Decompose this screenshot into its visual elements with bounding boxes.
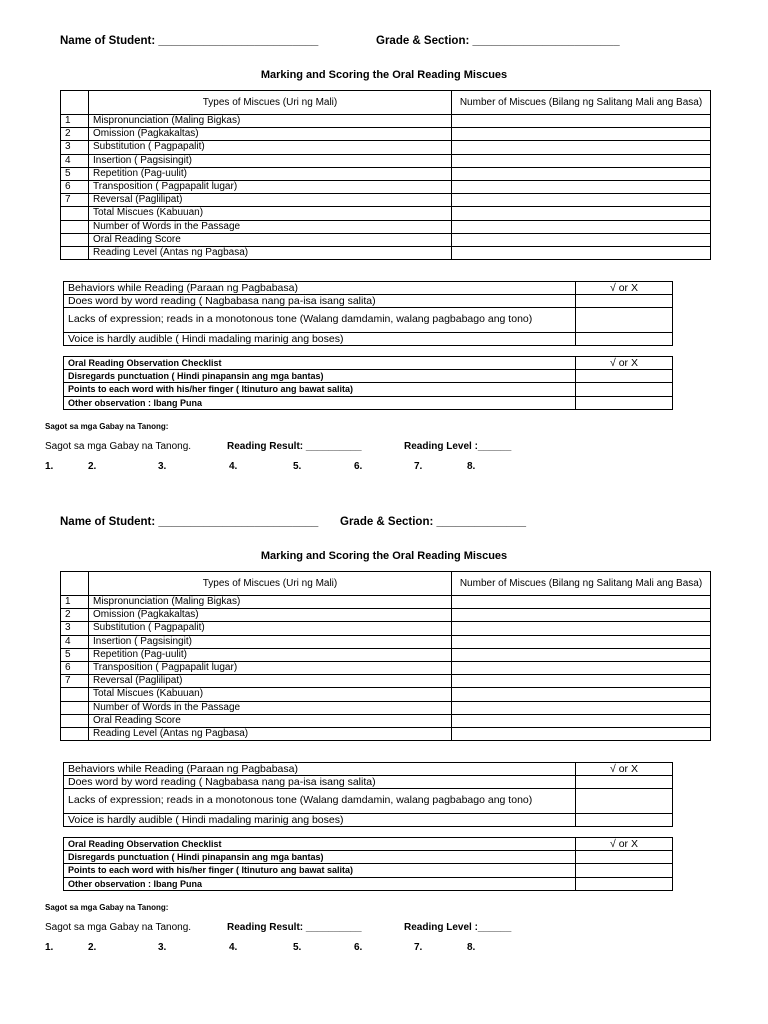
reading-result: Reading Result: __________ bbox=[227, 922, 362, 933]
mark-cell[interactable] bbox=[576, 370, 673, 383]
form-title: Marking and Scoring the Oral Reading Miscues bbox=[260, 550, 508, 562]
count-cell[interactable] bbox=[452, 233, 711, 246]
table-row: Reading Level (Antas ng Pagbasa) bbox=[61, 727, 711, 740]
table-row: Does word by word reading ( Nagbabasa nang pa-isa isang salita) bbox=[64, 776, 673, 789]
count-cell[interactable] bbox=[452, 622, 711, 635]
miscue-table bbox=[60, 571, 711, 741]
count-cell[interactable] bbox=[452, 154, 711, 167]
mark-header: √ or X bbox=[576, 838, 673, 851]
table-row: Voice is hardly audible ( Hindi madaling marinig ang boses) bbox=[64, 814, 673, 827]
form-title: Marking and Scoring the Oral Reading Miscues bbox=[260, 69, 508, 81]
table-row: Oral Reading Score bbox=[61, 714, 711, 727]
table-row: 3 Substitution ( Pagpapalit) bbox=[61, 141, 711, 154]
table-row: Reading Level (Antas ng Pagbasa) bbox=[61, 246, 711, 259]
guide-small: Sagot sa mga Gabay na Tanong: bbox=[45, 903, 169, 912]
mark-cell[interactable] bbox=[576, 851, 673, 864]
guide-line: Sagot sa mga Gabay na Tanong. bbox=[45, 922, 192, 933]
grade-section-label: Grade & Section: _______________________ bbox=[376, 35, 620, 47]
table-row: Other observation : Ibang Puna bbox=[64, 877, 673, 890]
mark-header: √ or X bbox=[576, 282, 673, 295]
mark-cell[interactable] bbox=[576, 308, 673, 333]
table-row: 2 Omission (Pagkakaltas) bbox=[61, 609, 711, 622]
count-cell[interactable] bbox=[452, 180, 711, 193]
mark-header: √ or X bbox=[576, 357, 673, 370]
count-cell[interactable] bbox=[452, 727, 711, 740]
count-cell[interactable] bbox=[452, 207, 711, 220]
count-cell[interactable] bbox=[452, 596, 711, 609]
count-cell[interactable] bbox=[452, 701, 711, 714]
table-row: Number of Words in the Passage bbox=[61, 701, 711, 714]
mark-header: √ or X bbox=[576, 763, 673, 776]
mark-cell[interactable] bbox=[576, 776, 673, 789]
col-count-header: Number of Miscues (Bilang ng Salitang Mali ang Basa) bbox=[452, 91, 711, 115]
table-row: Total Miscues (Kabuuan) bbox=[61, 207, 711, 220]
table-corner bbox=[61, 91, 89, 115]
table-row: Voice is hardly audible ( Hindi madaling marinig ang boses) bbox=[64, 333, 673, 346]
mark-cell[interactable] bbox=[576, 814, 673, 827]
table-row: 4 Insertion ( Pagsisingit) bbox=[61, 635, 711, 648]
col-type-header: Types of Miscues (Uri ng Mali) bbox=[89, 91, 452, 115]
table-row: 1 Mispronunciation (Maling Bigkas) bbox=[61, 115, 711, 128]
count-cell[interactable] bbox=[452, 194, 711, 207]
table-row: Lacks of expression; reads in a monotonous tone (Walang damdamin, walang pagbabago ang tono) bbox=[64, 789, 673, 814]
reading-result: Reading Result: __________ bbox=[227, 441, 362, 452]
table-row: 1 Mispronunciation (Maling Bigkas) bbox=[61, 596, 711, 609]
count-cell[interactable] bbox=[452, 141, 711, 154]
count-cell[interactable] bbox=[452, 675, 711, 688]
guide-line: Sagot sa mga Gabay na Tanong. bbox=[45, 441, 192, 452]
checklist-table bbox=[63, 837, 673, 891]
behaviors-table bbox=[63, 762, 673, 827]
table-corner bbox=[61, 572, 89, 596]
count-cell[interactable] bbox=[452, 128, 711, 141]
table-row: 5 Repetition (Pag-uulit) bbox=[61, 648, 711, 661]
count-cell[interactable] bbox=[452, 648, 711, 661]
mark-cell[interactable] bbox=[576, 396, 673, 409]
table-row: Points to each word with his/her finger ( Itinuturo ang bawat salita) bbox=[64, 383, 673, 396]
table-row: 2 Omission (Pagkakaltas) bbox=[61, 128, 711, 141]
student-name-label: Name of Student: _________________________ bbox=[60, 516, 319, 528]
count-cell[interactable] bbox=[452, 661, 711, 674]
mark-cell[interactable] bbox=[576, 864, 673, 877]
table-row: 7 Reversal (Paglilipat) bbox=[61, 194, 711, 207]
mark-cell[interactable] bbox=[576, 789, 673, 814]
table-row: Lacks of expression; reads in a monotonous tone (Walang damdamin, walang pagbabago ang tono) bbox=[64, 308, 673, 333]
checklist-header: Oral Reading Observation Checklist bbox=[64, 838, 576, 851]
mark-cell[interactable] bbox=[576, 877, 673, 890]
table-row: Other observation : Ibang Puna bbox=[64, 396, 673, 409]
table-row: 5 Repetition (Pag-uulit) bbox=[61, 167, 711, 180]
checklist-header: Oral Reading Observation Checklist bbox=[64, 357, 576, 370]
col-type-header: Types of Miscues (Uri ng Mali) bbox=[89, 572, 452, 596]
count-cell[interactable] bbox=[452, 688, 711, 701]
checklist-table bbox=[63, 356, 673, 410]
reading-level: Reading Level :______ bbox=[404, 441, 512, 452]
mark-cell[interactable] bbox=[576, 295, 673, 308]
table-row: 3 Substitution ( Pagpapalit) bbox=[61, 622, 711, 635]
table-row: Points to each word with his/her finger ( Itinuturo ang bawat salita) bbox=[64, 864, 673, 877]
behaviors-header: Behaviors while Reading (Paraan ng Pagbabasa) bbox=[64, 763, 576, 776]
table-row: Disregards punctuation ( Hindi pinapansin ang mga bantas) bbox=[64, 370, 673, 383]
count-cell[interactable] bbox=[452, 714, 711, 727]
guide-small: Sagot sa mga Gabay na Tanong: bbox=[45, 422, 169, 431]
miscue-table bbox=[60, 90, 711, 260]
table-row: Total Miscues (Kabuuan) bbox=[61, 688, 711, 701]
table-row: 4 Insertion ( Pagsisingit) bbox=[61, 154, 711, 167]
count-cell[interactable] bbox=[452, 167, 711, 180]
count-cell[interactable] bbox=[452, 220, 711, 233]
count-cell[interactable] bbox=[452, 115, 711, 128]
col-count-header: Number of Miscues (Bilang ng Salitang Mali ang Basa) bbox=[452, 572, 711, 596]
behaviors-table bbox=[63, 281, 673, 346]
reading-level: Reading Level :______ bbox=[404, 922, 512, 933]
table-row: Number of Words in the Passage bbox=[61, 220, 711, 233]
behaviors-header: Behaviors while Reading (Paraan ng Pagbabasa) bbox=[64, 282, 576, 295]
count-cell[interactable] bbox=[452, 609, 711, 622]
student-name-label: Name of Student: _________________________ bbox=[60, 35, 319, 47]
table-row: Does word by word reading ( Nagbabasa nang pa-isa isang salita) bbox=[64, 295, 673, 308]
grade-section-label: Grade & Section: ______________ bbox=[340, 516, 527, 528]
mark-cell[interactable] bbox=[576, 383, 673, 396]
table-row: Oral Reading Score bbox=[61, 233, 711, 246]
table-row: Disregards punctuation ( Hindi pinapansin ang mga bantas) bbox=[64, 851, 673, 864]
table-row: 7 Reversal (Paglilipat) bbox=[61, 675, 711, 688]
table-row: 6 Transposition ( Pagpapalit lugar) bbox=[61, 180, 711, 193]
count-cell[interactable] bbox=[452, 635, 711, 648]
table-row: 6 Transposition ( Pagpapalit lugar) bbox=[61, 661, 711, 674]
mark-cell[interactable] bbox=[576, 333, 673, 346]
count-cell[interactable] bbox=[452, 246, 711, 259]
